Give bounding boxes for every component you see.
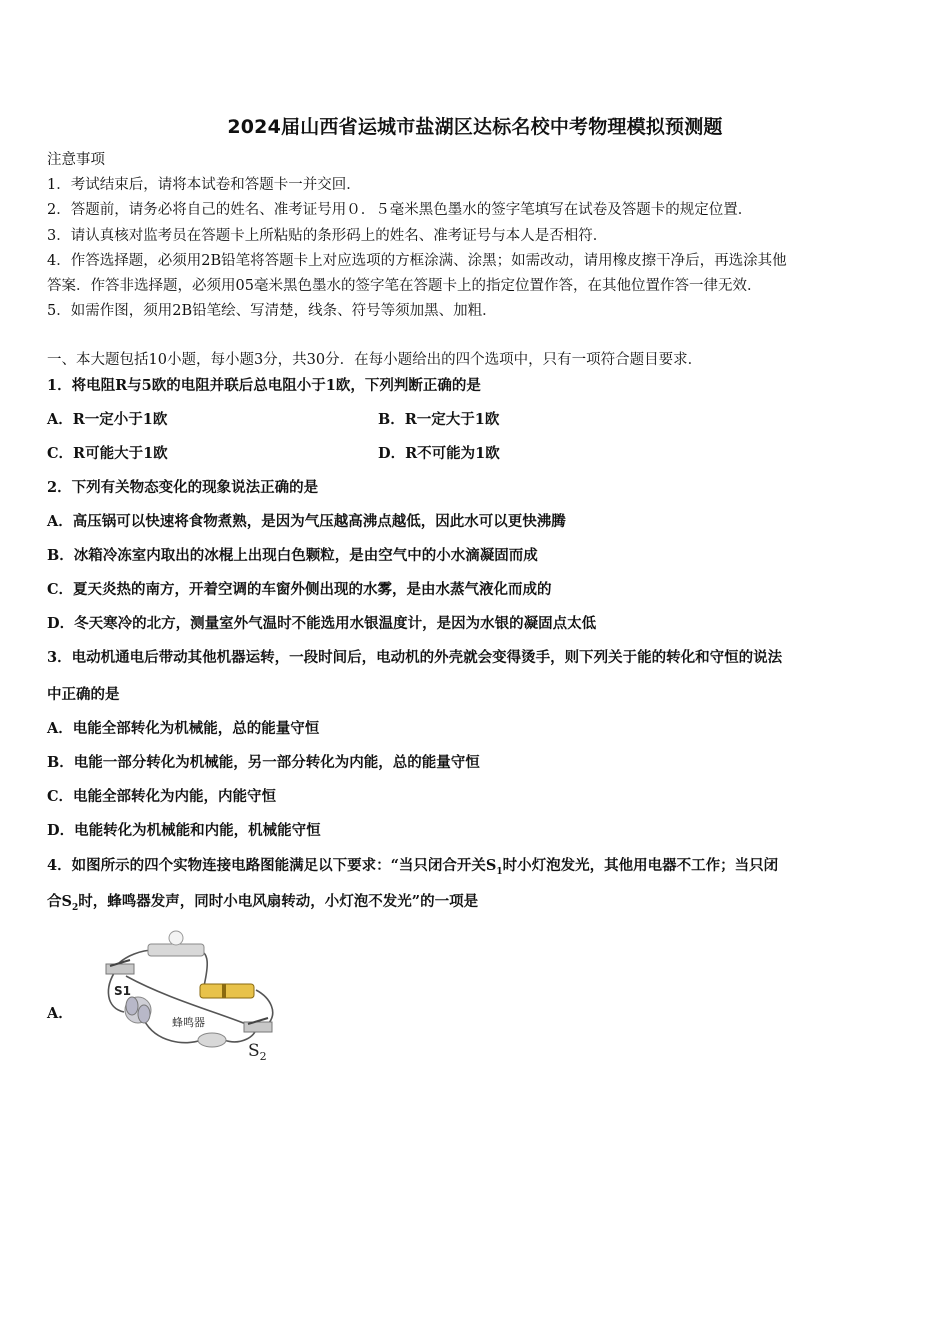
notice-item: 4．作答选择题，必须用2B铅笔将答题卡上对应选项的方框涂满、涂黑；如需改动，请用橡皮擦干净后，再选涂其他 (47, 253, 787, 269)
page-title: 2024届山西省运城市盐湖区达标名校中考物理模拟预测题 (227, 116, 723, 138)
question-4-option-a-label: A． (47, 1005, 73, 1022)
question-3-option-b: B．电能一部分转化为机械能，另一部分转化为内能，总的能量守恒 (47, 754, 480, 771)
question-4-stem-continued: 合$S_2$时，蜂鸣器发声，同时小电风扇转动，小灯泡不发光”的一项是 (47, 893, 479, 913)
question-3-stem: 3．电动机通电后带动其他机器运转，一段时间后，电动机的外壳就会变得烫手，则下列关于能的转化和守恒的说法 (47, 649, 783, 666)
fan-blade (138, 1005, 150, 1023)
question-1-stem: 1．将电阻R与5欧的电阻并联后总电阻小于1欧，下列判断正确的是 (47, 377, 481, 394)
lamp-bulb (169, 931, 183, 945)
notice-item: 3．请认真核对监考员在答题卡上所粘贴的条形码上的姓名、准考证号与本人是否相符． (47, 228, 608, 244)
fan-blade (126, 997, 138, 1015)
question-3-stem-continued: 中正确的是 (47, 686, 120, 703)
label-s2: $S_2$ (248, 1041, 267, 1063)
question-2-option-d: D．冬天寒冷的北方，测量室外气温时不能选用水银温度计，是因为水银的凝固点太低 (47, 615, 597, 632)
buzzer (198, 1033, 226, 1047)
battery-divider (222, 984, 226, 998)
notice-item: 5．如需作图，须用2B铅笔绘、写清楚，线条、符号等须加黑、加粗． (47, 303, 497, 319)
battery (200, 984, 254, 998)
label-buzzer: 蜂鸣器 (172, 1016, 205, 1029)
circuit-photo (96, 928, 286, 1064)
question-1-option-a: A．R一定小于1欧 (47, 411, 168, 428)
question-2-stem: 2．下列有关物态变化的现象说法正确的是 (47, 479, 319, 496)
notice-heading: 注意事项 (47, 152, 105, 168)
question-4-stem: 4．如图所示的四个实物连接电路图能满足以下要求：“当只闭合开关$S_1$时小灯泡发光，其他用电器不工作；当只闭 (47, 857, 779, 877)
question-2-option-c: C．夏天炎热的南方，开着空调的车窗外侧出现的水雾，是由水蒸气液化而成的 (47, 581, 552, 598)
question-3-option-c: C．电能全部转化为内能，内能守恒 (47, 788, 277, 805)
notice-item: 答案．作答非选择题，必须用05毫米黑色墨水的签字笔在答题卡上的指定位置作答，在其他位置作答一律无效． (47, 278, 762, 294)
lamp-base (148, 944, 204, 956)
question-3-option-d: D．电能转化为机械能和内能，机械能守恒 (47, 822, 321, 839)
question-1-option-d: D．R不可能为1欧 (378, 445, 500, 462)
question-1-option-c: C．R可能大于1欧 (47, 445, 168, 462)
question-2-option-a: A．高压锅可以快速将食物煮熟，是因为气压越高沸点越低，因此水可以更快沸腾 (47, 513, 566, 530)
question-3-option-a: A．电能全部转化为机械能，总的能量守恒 (47, 720, 320, 737)
question-1-option-b: B．R一定大于1欧 (378, 411, 500, 428)
label-s1: S1 (114, 984, 131, 998)
section-heading: 一、本大题包括10小题，每小题3分，共30分．在每小题给出的四个选项中，只有一项符合题目要求． (47, 352, 703, 368)
notice-item: 1．考试结束后，请将本试卷和答题卡一并交回． (47, 177, 361, 193)
notice-item: 2．答题前，请务必将自己的姓名、准考证号用０．５毫米黑色墨水的签字笔填写在试卷及答题卡的规定位置． (47, 202, 753, 218)
question-2-option-b: B．冰箱冷冻室内取出的冰棍上出现白色颗粒，是由空气中的小水滴凝固而成 (47, 547, 538, 564)
